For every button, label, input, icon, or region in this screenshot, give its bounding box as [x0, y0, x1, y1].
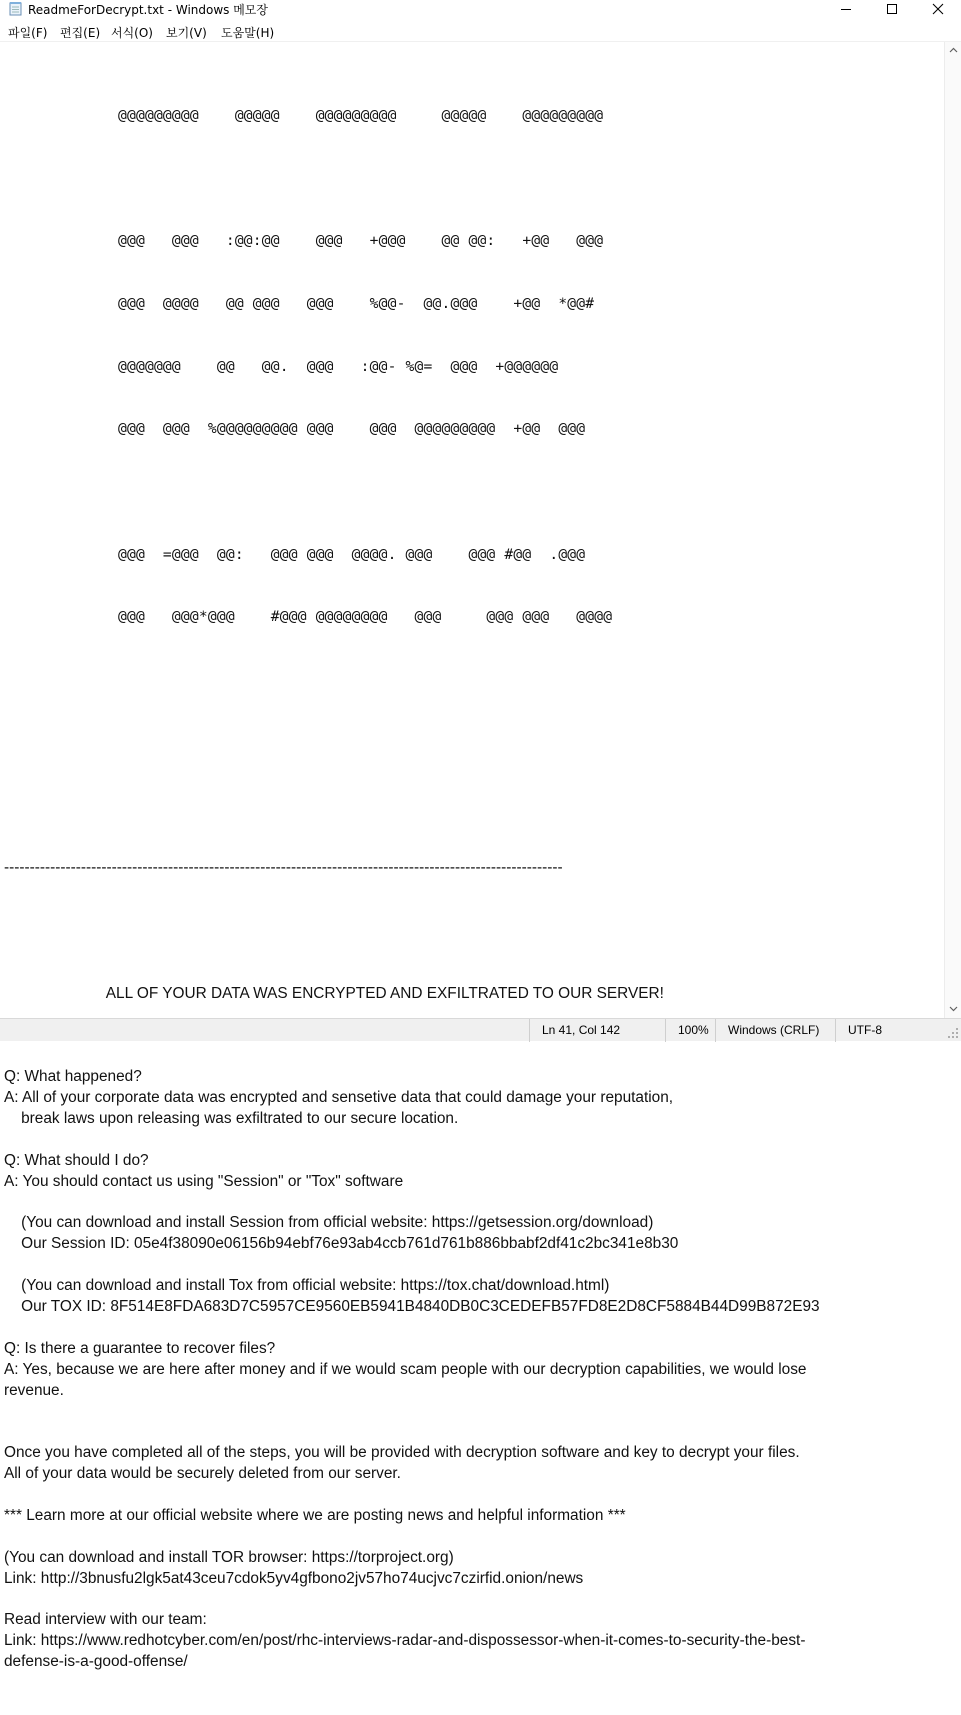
cursor-position: Ln 41, Col 142 — [529, 1019, 665, 1042]
ascii-art-line: @@@@@@@@@ @@@@@ @@@@@@@@@ @@@@@ @@@@@@@@@ — [118, 106, 604, 124]
blank-line — [4, 1255, 944, 1276]
blank-line — [4, 1485, 944, 1506]
window-title: ReadmeForDecrypt.txt - Windows 메모장 — [28, 3, 268, 17]
menu-file[interactable]: 파일(F) — [8, 26, 48, 40]
text-line: *** Learn more at our official website where we are posting news and helpful information *** — [4, 1506, 626, 1524]
text-line: Link: http://3bnusfu2lgk5at43ceu7cdok5yv4gfbono2jv57ho74ucjvc7czirfid.onion/news — [4, 1569, 584, 1587]
text-line: (You can download and install Tox from official website: https://tox.chat/download.html) — [4, 1277, 610, 1295]
minimize-button[interactable] — [823, 0, 869, 18]
blank-line — [4, 1590, 944, 1611]
line-ending: Windows (CRLF) — [715, 1019, 835, 1042]
text-line: Our Session ID: 05e4f38090e06156b94ebf76e93ab4ccb761d761b886bbabf2df41c2bc341e8b30 — [4, 1235, 679, 1253]
blank-line — [4, 1193, 944, 1214]
headline: ALL OF YOUR DATA WAS ENCRYPTED AND EXFILTRATED TO OUR SERVER! — [4, 984, 664, 1002]
menu-format[interactable]: 서식(O) — [111, 26, 153, 40]
vertical-scrollbar[interactable] — [944, 42, 961, 1018]
blank-line — [4, 921, 944, 942]
text-line: revenue. — [4, 1381, 64, 1399]
minimize-icon — [840, 3, 852, 15]
blank-line — [4, 796, 944, 817]
close-button[interactable] — [915, 0, 961, 18]
text-line: (You can download and install Session from official website: https://getsession.org/download) — [4, 1214, 654, 1232]
document-content — [4, 64, 944, 1715]
text-line: Once you have completed all of the steps, you will be provided with decryption software and key to decrypt your files. — [4, 1444, 800, 1462]
text-line: Q: Is there a guarantee to recover files? — [4, 1339, 276, 1357]
text-line: All of your data would be securely deleted from our server. — [4, 1465, 401, 1483]
menu-edit[interactable]: 편집(E) — [60, 26, 101, 40]
text-line: A: Yes, because we are here after money and if we would scam people with our decryption capabilities, we would lose — [4, 1360, 807, 1378]
text-line: A: All of your corporate data was encrypted and sensetive data that could damage your reputation, — [4, 1089, 674, 1107]
blank-line — [4, 1046, 944, 1067]
ascii-art-line: @@@ @@@ %@@@@@@@@@ @@@ @@@ @@@@@@@@@ +@@ @@@ — [118, 420, 586, 438]
ascii-art-line: @@@@@@@ @@ @@. @@@ :@@- %@= @@@ +@@@@@@ — [118, 357, 559, 375]
ascii-art-line — [4, 169, 944, 190]
ascii-art-line: @@@ @@@*@@@ #@@@ @@@@@@@@ @@@ @@@ @@@ @@@@ — [118, 608, 613, 626]
blank-line — [4, 1402, 944, 1423]
title-bar[interactable] — [0, 0, 961, 18]
status-bar — [0, 1018, 961, 1041]
menu-help[interactable]: 도움말(H) — [221, 26, 275, 40]
text-line: Our TOX ID: 8F514E8FDA683D7C5957CE9560EB5941B4840DB0C3CEDEFB57FD8E2D8CF5884B44D99B872E93 — [4, 1298, 820, 1316]
menu-view[interactable]: 보기(V) — [166, 26, 207, 40]
text-line: defense-is-a-good-offense/ — [4, 1653, 188, 1671]
body-text — [4, 1046, 944, 1673]
encoding: UTF-8 — [835, 1019, 945, 1042]
notepad-icon — [9, 1, 22, 16]
ascii-art-line: @@@ @@@@ @@ @@@ @@@ %@@- @@.@@@ +@@ *@@# — [118, 294, 595, 312]
text-line: Q: What happened? — [4, 1068, 142, 1086]
ascii-art-line: @@@ =@@@ @@: @@@ @@@ @@@@. @@@ @@@ #@@ .@@@ — [118, 545, 586, 563]
text-line: A: You should contact us using "Session" or "Tox" software — [4, 1172, 404, 1190]
maximize-icon — [886, 3, 898, 15]
scroll-up-icon[interactable] — [949, 46, 958, 55]
text-line: (You can download and install TOR browser: https://torproject.org) — [4, 1548, 454, 1566]
separator-line: ------------------------------------------------------------------------------------------------------------- — [4, 859, 563, 877]
zoom-level: 100% — [665, 1019, 715, 1042]
text-line: break laws upon releasing was exfiltrated to our secure location. — [4, 1110, 459, 1128]
ascii-art-line — [4, 482, 944, 503]
close-icon — [932, 3, 944, 15]
scroll-down-icon[interactable] — [949, 1004, 958, 1013]
blank-line — [4, 1318, 944, 1339]
blank-line — [4, 1422, 944, 1443]
text-line: Q: What should I do? — [4, 1151, 149, 1169]
text-line: Read interview with our team: — [4, 1611, 207, 1629]
blank-line — [4, 1527, 944, 1548]
resize-grip-icon[interactable] — [947, 1027, 959, 1039]
ascii-art-line: @@@ @@@ :@@:@@ @@@ +@@@ @@ @@: +@@ @@@ — [118, 232, 604, 250]
blank-line — [4, 1130, 944, 1151]
menu-bar — [0, 22, 961, 42]
maximize-button[interactable] — [869, 0, 915, 18]
blank-line — [4, 670, 944, 691]
blank-line — [4, 733, 944, 754]
text-line: Link: https://www.redhotcyber.com/en/post/rhc-interviews-radar-and-dispossessor-when-it-comes-to-security-the-best- — [4, 1632, 806, 1650]
